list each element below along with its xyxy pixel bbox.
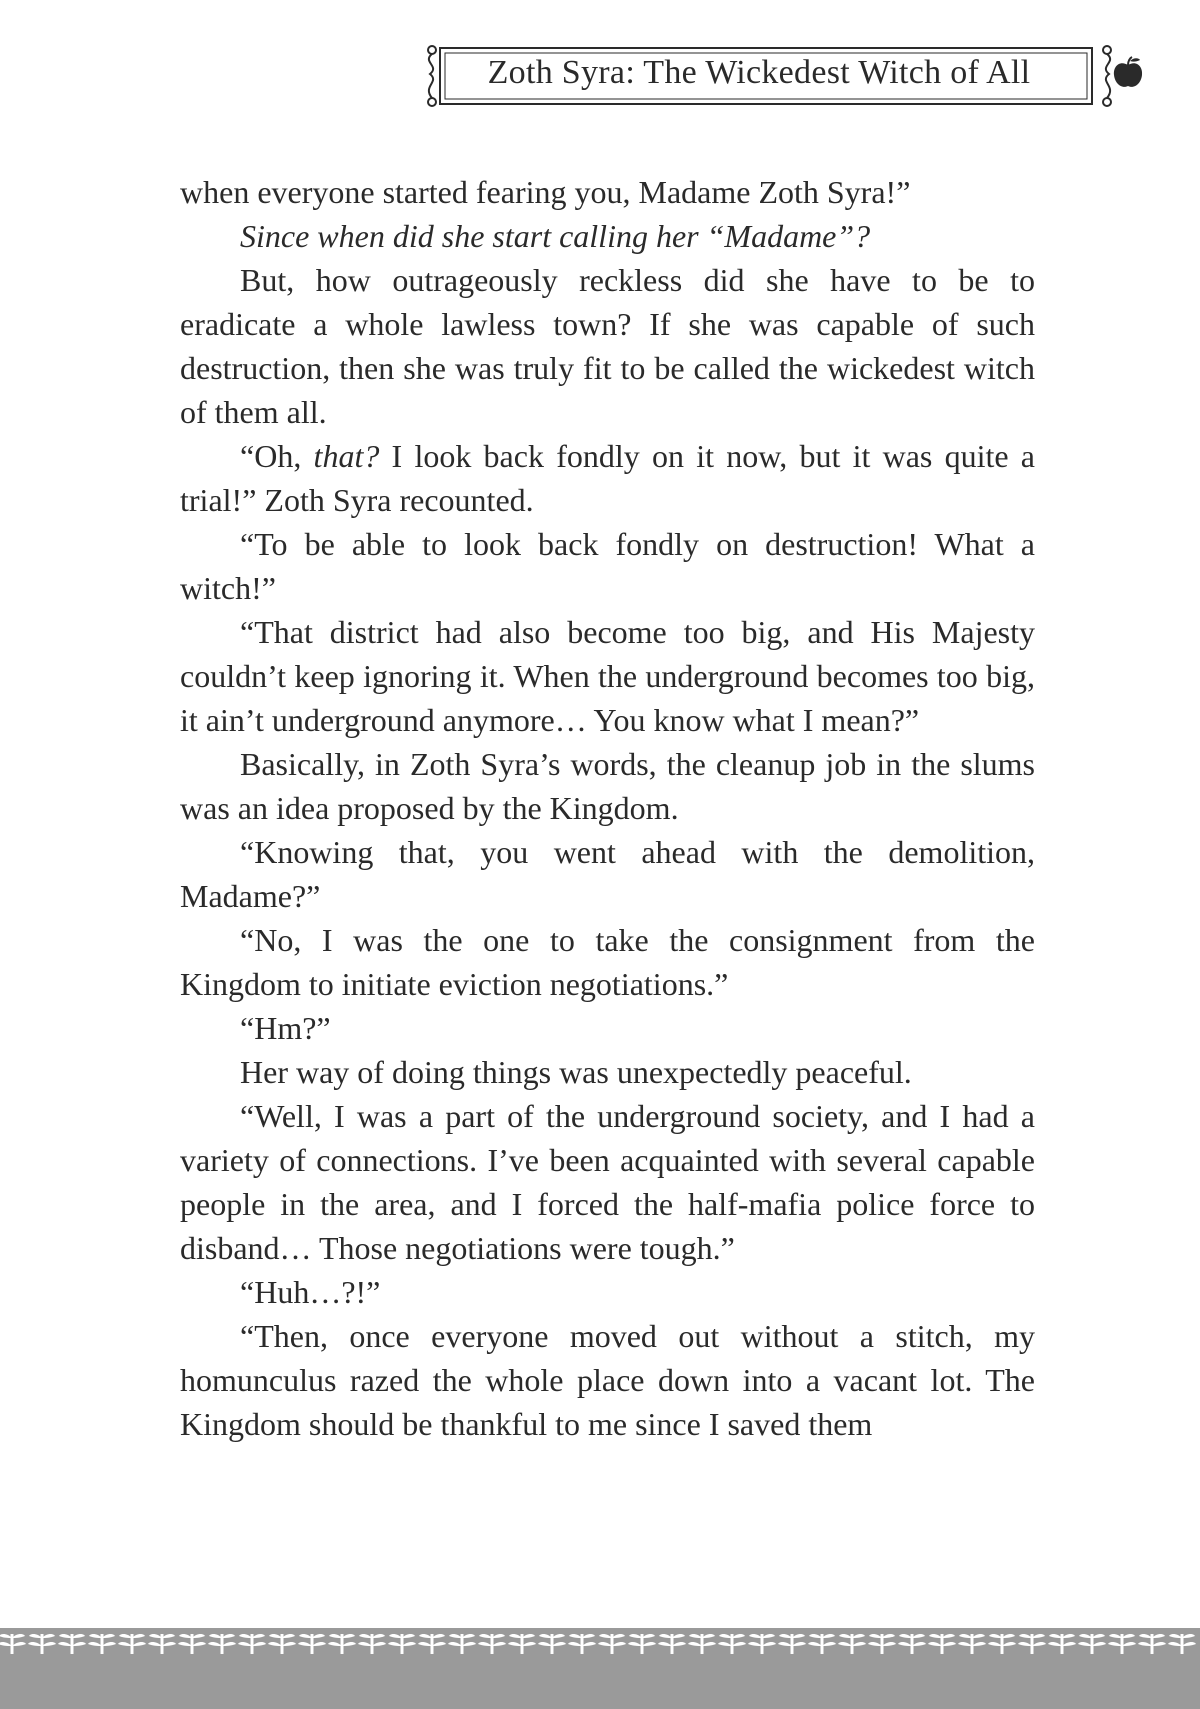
sprig-icon [628,1634,656,1654]
sprig-icon [58,1634,86,1654]
sprig-icon [898,1634,926,1654]
sprig-icon [1078,1634,1106,1654]
sprig-icon [778,1634,806,1654]
page-body-text [180,170,1035,1446]
sprig-icon [208,1634,236,1654]
sprig-icon [598,1634,626,1654]
paragraph: “Huh…?!” [240,1274,381,1310]
apple-ornament-icon [1112,56,1144,90]
sprig-icon [118,1634,146,1654]
paragraph: “No, I was the one to take the consignment from the Kingdom to initiate eviction negotiations.” [180,922,1035,1002]
italic-text: that? [313,438,380,474]
sprig-icon [688,1634,716,1654]
footer-decorative-band [0,1628,1200,1709]
sprig-icon [808,1634,836,1654]
paragraph: Her way of doing things was unexpectedly peaceful. [240,1054,912,1090]
sprig-icon [328,1634,356,1654]
paragraph: “Then, once everyone moved out without a stitch, my homunculus razed the whole place down into a vacant lot. The Kingdom should be thankful to me since I saved them [180,1318,1035,1442]
sprig-icon [748,1634,776,1654]
sprig-icon [148,1634,176,1654]
sprig-icon [268,1634,296,1654]
sprig-icon [538,1634,566,1654]
sprig-icon [178,1634,206,1654]
sprig-icon [928,1634,956,1654]
sprig-icon [478,1634,506,1654]
sprig-icon [418,1634,446,1654]
sprig-icon [658,1634,686,1654]
paragraph: “Hm?” [240,1010,331,1046]
italic-text: Since when did she start calling her “Madame”? [240,218,871,254]
sprig-icon [88,1634,116,1654]
sprig-icon [28,1634,56,1654]
sprig-icon [358,1634,386,1654]
paragraph: “That district had also become too big, and His Majesty couldn’t keep ignoring it. When the underground becomes too big, it ain’t underground anymore… You know what I mean?” [180,614,1035,738]
sprig-icon [1048,1634,1076,1654]
sprig-icon [718,1634,746,1654]
paragraph: But, how outrageously reckless did she have to be to eradicate a whole lawless town? If she was capable of such destruction, then she was truly fit to be called the wickedest witch of them all. [180,262,1035,430]
paragraph: when everyone started fearing you, Madame Zoth Syra!” [180,174,911,210]
sprig-icon [1138,1634,1166,1654]
sprig-icon [1108,1634,1136,1654]
sprig-icon [838,1634,866,1654]
sprig-icon [238,1634,266,1654]
sprig-icon [1168,1634,1196,1654]
paragraph: “Well, I was a part of the underground society, and I had a variety of connections. I’ve been acquainted with several capable people in the area, and I forced the half-mafia police force to disband… Those negotiations were tough.” [180,1098,1035,1266]
sprig-icon [388,1634,416,1654]
running-header [418,44,1120,108]
paragraph-italic-thought [180,214,1035,258]
text-run: I look back fondly on it now, but it was quite a trial!” Zoth Syra recounted. [180,438,1036,518]
sprig-icon [508,1634,536,1654]
paragraph: “Knowing that, you went ahead with the demolition, Madame?” [180,834,1035,914]
sprig-icon [298,1634,326,1654]
sprig-icon [0,1634,26,1654]
sprig-icon [988,1634,1016,1654]
paragraph: “To be able to look back fondly on destruction! What a witch!” [180,526,1035,606]
paragraph [180,434,1035,522]
sprig-icon [1018,1634,1046,1654]
sprig-icon [448,1634,476,1654]
sprig-icon [568,1634,596,1654]
running-title: Zoth Syra: The Wickedest Witch of All [487,54,1031,91]
paragraph: Basically, in Zoth Syra’s words, the cleanup job in the slums was an idea proposed by the Kingdom. [180,746,1035,826]
text-run: “Oh, [240,438,314,474]
sprig-icon [958,1634,986,1654]
sprig-border-icon [0,1628,1200,1656]
sprig-icon [868,1634,896,1654]
